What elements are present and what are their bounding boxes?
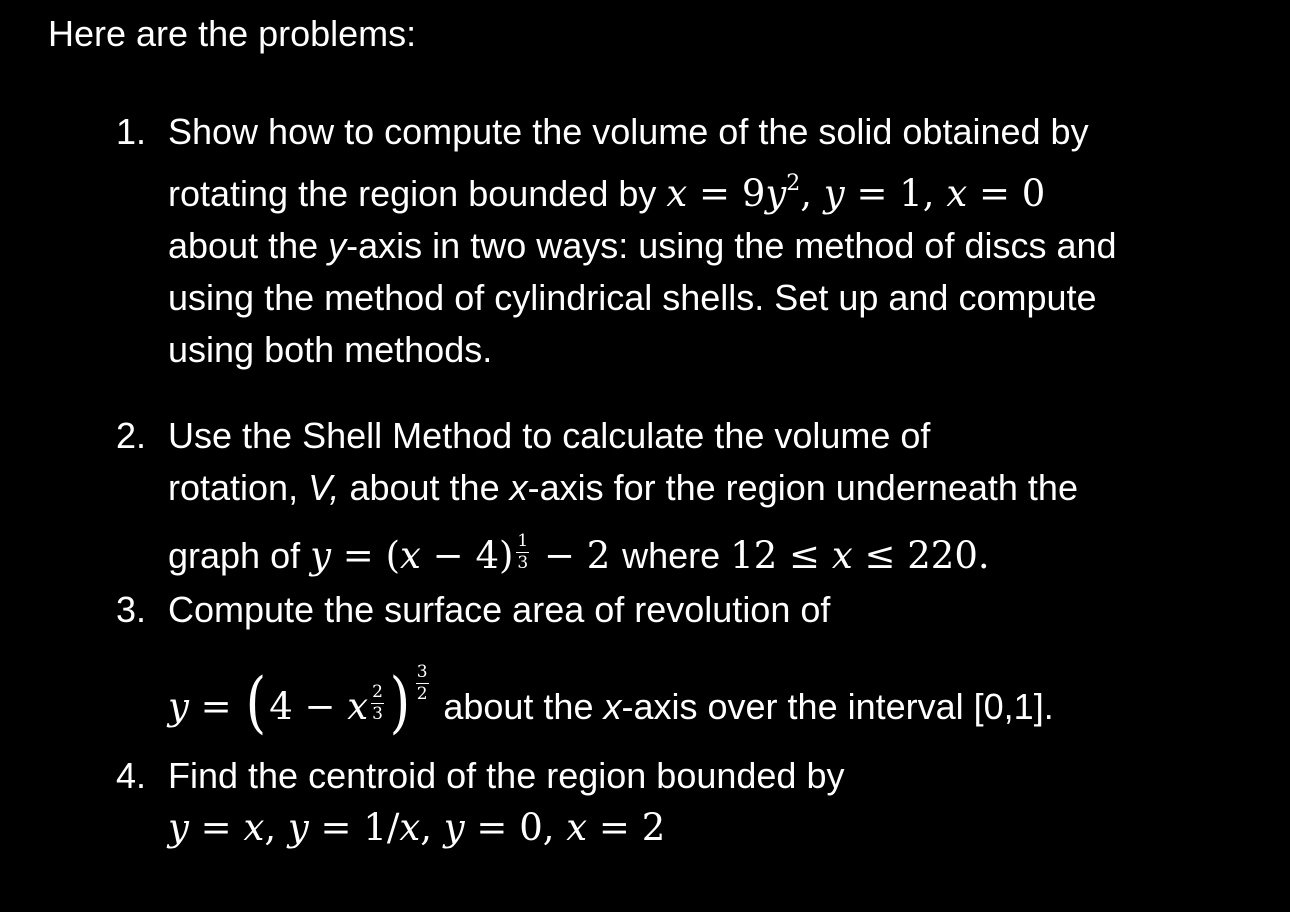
math-expression (168, 662, 443, 741)
math-fraction-exponent: $\frac{1}{3}$ (517, 531, 529, 573)
math-op: − (544, 534, 576, 577)
math-op: = (320, 806, 352, 849)
math-var: y (310, 534, 332, 577)
math-num: 4 (269, 685, 293, 728)
text-fragment: x (509, 467, 528, 508)
math-exponent: 2 (786, 171, 801, 196)
problem-number: 2. (116, 415, 147, 456)
text-fragment: -axis in two ways: using the method of discs and (346, 225, 1117, 266)
text-fragment: V, (308, 467, 340, 508)
math-var: x (399, 806, 421, 849)
problem-text-line: Find the centroid of the region bounded by (168, 755, 845, 796)
problem-text-line: Show how to compute the volume of the solid obtained by (168, 111, 1089, 152)
problem-text-line: using both methods. (168, 329, 493, 370)
text-fragment: rotating the region bounded by (168, 173, 657, 214)
text-fragment: -axis for the region underneath the (527, 467, 1078, 508)
math-op: = (856, 172, 888, 215)
math-var: y (443, 806, 465, 849)
math-op: = (699, 172, 731, 215)
math-comma: , (542, 806, 555, 849)
math-op: ≤ (789, 534, 821, 577)
problem-body (168, 410, 1268, 582)
problem-number: 4. (116, 755, 147, 796)
problem-text-line (168, 662, 1268, 741)
problem-text-line (168, 462, 1268, 514)
text-fragment: x (603, 686, 622, 727)
math-var: y (287, 806, 309, 849)
text-fragment: -axis over the interval [0,1]. (621, 686, 1054, 727)
problem-text-line (168, 530, 1268, 582)
math-num: 0 (519, 806, 543, 849)
math-num: 2 (641, 806, 666, 849)
math-op: = (476, 806, 508, 849)
math-num: 9 (741, 172, 766, 215)
problem-number: 1. (116, 111, 147, 152)
problem-number: 3. (116, 589, 147, 630)
math-op: / (386, 806, 400, 849)
math-op: ≤ (864, 534, 896, 577)
math-var: y (168, 685, 189, 728)
math-num: 0 (1021, 172, 1046, 215)
problem-text-line: using the method of cylindrical shells. Set up and compute (168, 277, 1097, 318)
math-op: = (598, 806, 630, 849)
math-expression (730, 534, 989, 577)
math-paren: ( (246, 664, 267, 741)
math-var: x (400, 534, 421, 577)
math-paren: ) (498, 534, 514, 577)
math-op: − (432, 534, 464, 577)
math-num: 1 (899, 172, 923, 215)
math-comma: , (264, 806, 277, 849)
math-fraction-exponent: $\frac{2}{3}$ (372, 682, 383, 724)
math-op: − (304, 685, 336, 728)
math-var: x (566, 806, 588, 849)
text-fragment: rotation, (168, 467, 299, 508)
math-paren: ( (385, 534, 401, 577)
text-fragment: about the (349, 467, 500, 508)
math-var: x (946, 172, 968, 215)
math-op: = (200, 685, 232, 728)
problem-text-line (168, 220, 1268, 272)
math-expression (168, 806, 665, 849)
math-comma: , (420, 806, 432, 849)
text-fragment: y (328, 225, 347, 266)
math-op: = (978, 172, 1010, 215)
math-var: y (168, 806, 189, 849)
problem-body (168, 750, 1268, 854)
text-fragment: about the (168, 225, 319, 266)
problem-body (168, 584, 1268, 741)
math-var: x (666, 172, 688, 215)
text-fragment: where (622, 535, 721, 576)
math-fraction-exponent: $\frac{3}{2}$ (416, 662, 428, 704)
problem-text-line (168, 158, 1268, 220)
math-num: 1 (363, 806, 387, 849)
text-fragment: about the (443, 686, 594, 727)
math-op: = (342, 534, 374, 577)
math-num: 4 (475, 534, 499, 577)
problem-body (168, 106, 1268, 376)
problem-text-line: Use the Shell Method to calculate the volume of (168, 415, 931, 456)
math-var: y (823, 172, 845, 215)
text-fragment: graph of (168, 535, 301, 576)
page-heading: Here are the problems: (48, 13, 417, 54)
math-var: x (347, 685, 369, 728)
math-expression (310, 531, 622, 577)
math-num: 220. (907, 534, 990, 577)
math-paren: ) (389, 664, 411, 741)
math-num: 12 (730, 534, 778, 577)
math-expression: $x = 9y^2$, y = 1, x = 0 (666, 171, 1046, 215)
math-var: x (831, 534, 853, 577)
math-var: y (765, 172, 787, 215)
math-op: = (200, 806, 232, 849)
math-var: x (243, 806, 265, 849)
math-num: 2 (586, 534, 611, 577)
problem-text-line: Compute the surface area of revolution of (168, 589, 831, 630)
problem-text-line (168, 802, 1268, 854)
